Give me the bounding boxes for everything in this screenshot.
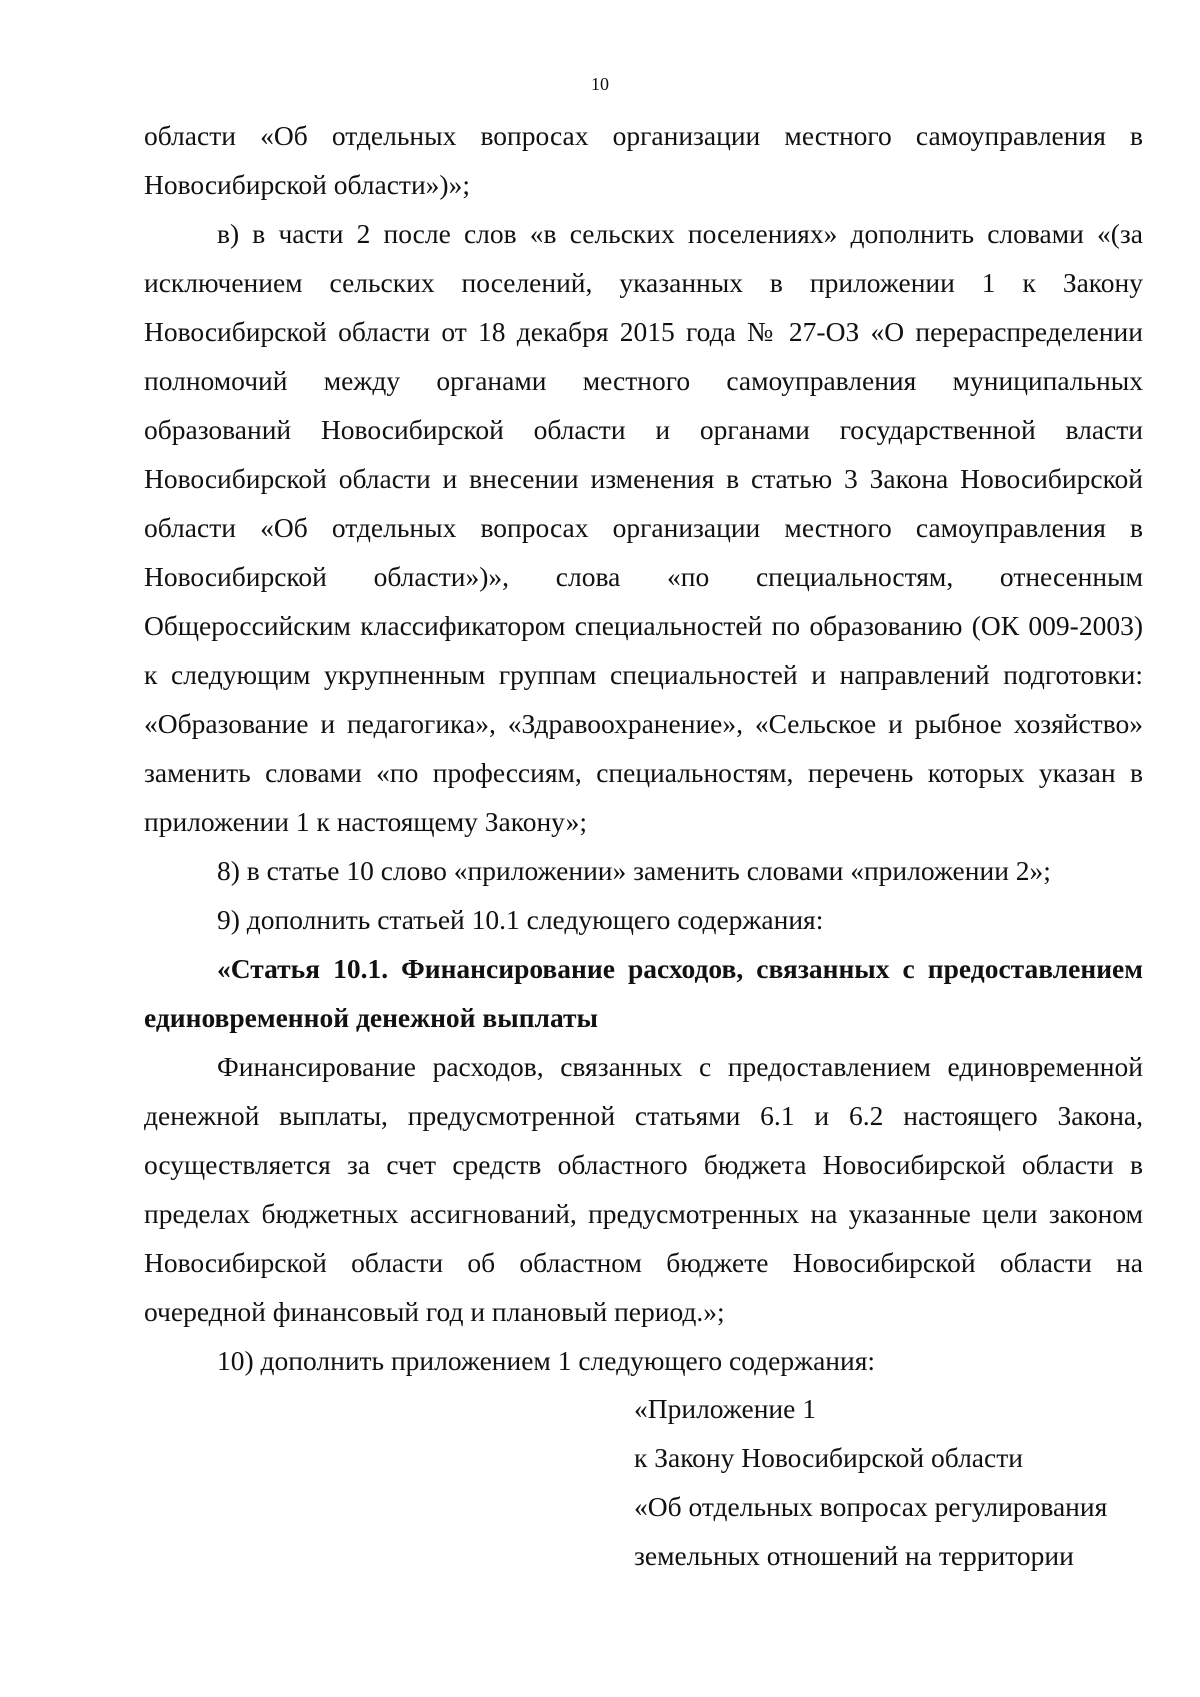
paragraph-item-10: 10) дополнить приложением 1 следующего содержания: [217,1345,876,1376]
appendix-line: к Закону Новосибирской области [634,1442,1023,1473]
appendix-line: земельных отношений на территории [634,1540,1074,1571]
article-heading: «Статья 10.1. Финансирование расходов, связанных с предоставлением единовременной денежной выплаты [144,953,1143,1033]
article-body: Финансирование расходов, связанных с предоставлением единовременной денежной выплаты, предусмотренной статьями 6.1 и 6.2 настоящего Закона, осуществляется за счет средств областного бюджета Новосибирской области в пределах бюджетных ассигнований, предусмотренных на указанные цели законом Новосибирской области об областном бюджете Новосибирской области на очередной финансовый год и плановый период.»; [144,1051,1143,1327]
appendix-line: «Об отдельных вопросах регулирования [634,1491,1108,1522]
page-number: 10 [591,74,609,94]
paragraph-item-8: 8) в статье 10 слово «приложении» заменить словами «приложении 2»; [217,855,1051,886]
document-body [144,111,1143,1385]
paragraph-item-9: 9) дополнить статьей 10.1 следующего содержания: [217,904,824,935]
paragraph-continuation: области «Об отдельных вопросах организации местного самоуправления в Новосибирской области»)»; [144,120,1143,200]
paragraph-item-v: в) в части 2 после слов «в сельских поселениях» дополнить словами «(за исключением сельских поселений, указанных в приложении 1 к Закону Новосибирской области от 18 декабря 2015 года № 27-ОЗ «О перераспределении полномочий между органами местного самоуправления муниципальных образований Новосибирской области и органами государственной власти Новосибирской области и внесении изменения в статью 3 Закона Новосибирской области «Об отдельных вопросах организации местного самоуправления в Новосибирской области»)», слова «по специальностям, отнесенным Общероссийским классификатором специальностей по образованию (ОК 009-2003) к следующим укрупненным группам специальностей и направлений подготовки: «Образование и педагогика», «Здравоохранение», «Сельское и рыбное хозяйство» заменить словами «по профессиям, специальностям, перечень которых указан в приложении 1 к настоящему Закону»; [144,218,1143,837]
appendix-line: «Приложение 1 [634,1393,816,1424]
appendix-header [634,1384,1154,1580]
